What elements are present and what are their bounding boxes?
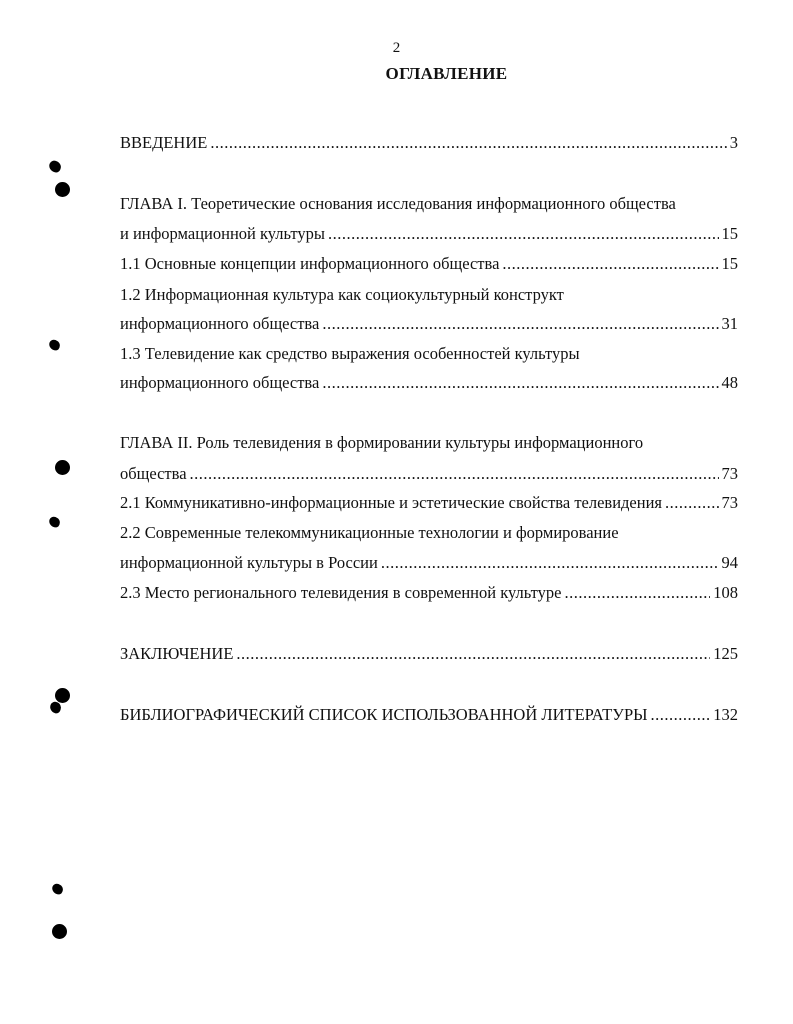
toc-leader-dots (665, 491, 719, 515)
toc-leader-dots (651, 703, 711, 727)
toc-entry-title: 1.1 Основные концепции информационного общества (120, 254, 500, 273)
toc-entry-page: 3 (729, 133, 738, 152)
toc-section-1-2-line2 (120, 312, 738, 336)
toc-leader-dots (502, 252, 718, 276)
toc-leader-dots (328, 222, 718, 246)
toc-section-2-3 (120, 581, 738, 605)
punch-hole-mark (52, 924, 67, 939)
page-title: ОГЛАВЛЕНИЕ (385, 64, 508, 83)
toc-entry-title: 1.3 Телевидение как средство выражения особенностей культуры (120, 344, 580, 363)
toc-entry-page: 15 (721, 224, 738, 243)
toc-entry-page: 108 (713, 583, 738, 602)
punch-hole-mark (55, 182, 70, 197)
toc-entry-title: ГЛАВА II. Роль телевидения в формировании культуры информационного (120, 433, 644, 452)
toc-entry-page: 15 (721, 254, 738, 273)
toc-entry-title: 2.1 Коммуникативно-информационные и эстетические свойства телевидения (120, 493, 662, 512)
toc-entry-title: общества (120, 464, 187, 483)
toc-entry-page: 94 (721, 553, 738, 572)
toc-entry-title: 2.3 Место регионального телевидения в современной культуре (120, 583, 562, 602)
toc-leader-dots (236, 642, 710, 666)
toc-entry-page: 73 (721, 493, 738, 512)
toc-entry-conclusion (120, 642, 738, 666)
toc-leader-dots (210, 131, 726, 155)
toc-entry-bibliography (120, 703, 738, 727)
toc-entry-title: информационной культуры в России (120, 553, 378, 572)
toc-entry-title: ГЛАВА I. Теоретические основания исследования информационного общества (120, 194, 676, 213)
toc-entry-page: 31 (721, 314, 738, 333)
toc-entry-title: информационного общества (120, 314, 320, 333)
toc-entry-title: 1.2 Информационная культура как социокультурный конструкт (120, 285, 564, 304)
toc-chapter-2-line2 (120, 462, 738, 486)
toc-entry-title: 2.2 Современные телекоммуникационные технологии и формирование (120, 523, 619, 542)
toc-leader-dots (564, 581, 710, 605)
toc-entry-title: БИБЛИОГРАФИЧЕСКИЙ СПИСОК ИСПОЛЬЗОВАННОЙ ЛИТЕРАТУРЫ (120, 705, 648, 724)
page-number: 2 (392, 40, 401, 56)
toc-section-1-1 (120, 252, 738, 276)
toc-section-2-2-line1 (120, 521, 738, 545)
toc-section-2-1 (120, 491, 738, 515)
toc-entry-title: информационного общества (120, 373, 320, 392)
toc-section-1-2-line1 (120, 283, 738, 307)
toc-entry-title: ЗАКЛЮЧЕНИЕ (120, 644, 234, 663)
toc-chapter-1-line2 (120, 222, 738, 246)
toc-entry-page: 48 (721, 373, 738, 392)
scan-speck (47, 159, 62, 173)
toc-entry-page: 125 (713, 644, 738, 663)
toc-leader-dots (322, 371, 718, 395)
scan-speck (51, 882, 65, 895)
toc-entry-intro (120, 131, 738, 155)
scan-speck (48, 515, 62, 528)
toc-section-1-3-line2 (120, 371, 738, 395)
punch-hole-mark (55, 688, 70, 703)
toc-leader-dots (322, 312, 718, 336)
toc-chapter-2-line1 (120, 431, 738, 455)
toc-section-2-2-line2 (120, 551, 738, 575)
scan-speck (48, 338, 62, 351)
toc-entry-page: 73 (721, 464, 738, 483)
toc-section-1-3-line1 (120, 342, 738, 366)
toc-entry-title: и информационной культуры (120, 224, 326, 243)
toc-entry-page: 132 (713, 705, 738, 724)
toc-leader-dots (381, 551, 719, 575)
toc-chapter-1-line1 (120, 192, 738, 216)
toc-leader-dots (190, 462, 719, 486)
punch-hole-mark (55, 460, 70, 475)
toc-entry-title: ВВЕДЕНИЕ (120, 133, 208, 152)
